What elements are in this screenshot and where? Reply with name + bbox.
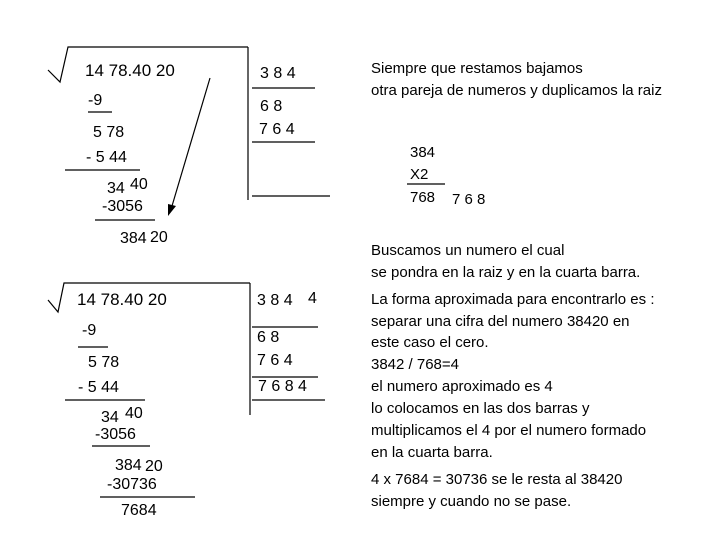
top-step-40: 40 [130,176,148,193]
bottom-step-7684: 7684 [121,502,157,519]
explanation-line-10: lo colocamos en las dos barras y [371,400,590,417]
top-step-minus3056: -3056 [102,198,143,215]
bottom-step-minus3056: -3056 [95,426,136,443]
explanation-line-9: el numero aproximado es 4 [371,378,553,395]
bottom-right-68: 6 8 [257,329,280,346]
top-right-68: 6 8 [260,98,283,115]
arrow-head [168,204,176,216]
explanation-line-2: otra pareja de numeros y duplicamos la raiz [371,82,662,99]
explanation-line-3: Buscamos un numero el cual [371,242,565,259]
bottom-right-7684: 7 6 8 4 [258,378,307,395]
bottom-right-384: 3 8 4 [257,292,293,309]
mult-768-spaced: 7 6 8 [452,191,486,208]
explanation-line-5: La forma aproximada para encontrarlo es : [371,291,655,308]
top-step-578: 5 78 [93,124,125,141]
explanation-line-14: siempre y cuando no se pase. [371,493,572,510]
bottom-step-minus30736: -30736 [107,476,157,493]
bottom-right-764: 7 6 4 [257,352,293,369]
mult-x2: X2 [410,166,429,183]
explanation-line-1: Siempre que restamos bajamos [371,60,583,77]
top-radicand: 14 78.40 20 [85,61,175,80]
top-step-minus544: - 5 44 [86,149,127,166]
top-right-384: 3 8 4 [260,65,296,82]
mult-768: 768 [410,189,436,206]
explanation-line-8: 3842 / 768=4 [371,356,460,373]
top-step-minus9: -9 [88,92,103,109]
bottom-step-minus544: - 5 44 [78,379,119,396]
explanation-line-11: multiplicamos el 4 por el numero formado [371,422,647,439]
bottom-radicand: 14 78.40 20 [77,290,167,309]
bottom-step-578: 5 78 [88,354,120,371]
bottom-right-4: 4 [308,290,317,307]
top-right-764: 7 6 4 [259,121,295,138]
bottom-step-40: 40 [125,405,143,422]
arrow-line [172,78,210,206]
top-step-384: 384 [120,230,147,247]
explanation-line-7: este caso el cero. [371,334,489,351]
explanation-line-4: se pondra en la raiz y en la cuarta barra. [371,264,641,281]
top-step-34: 34 [107,180,125,197]
explanation-line-6: separar una cifra del numero 38420 en [371,313,630,330]
explanation-line-12: en la cuarta barra. [371,444,493,461]
top-step-20: 20 [150,229,168,246]
bottom-step-384: 384 [115,457,142,474]
bottom-step-minus9: -9 [82,322,97,339]
mult-384: 384 [410,144,436,161]
explanation-line-13: 4 x 7684 = 30736 se le resta al 38420 [371,471,623,488]
bottom-step-20: 20 [145,458,163,475]
bottom-step-34: 34 [101,409,119,426]
